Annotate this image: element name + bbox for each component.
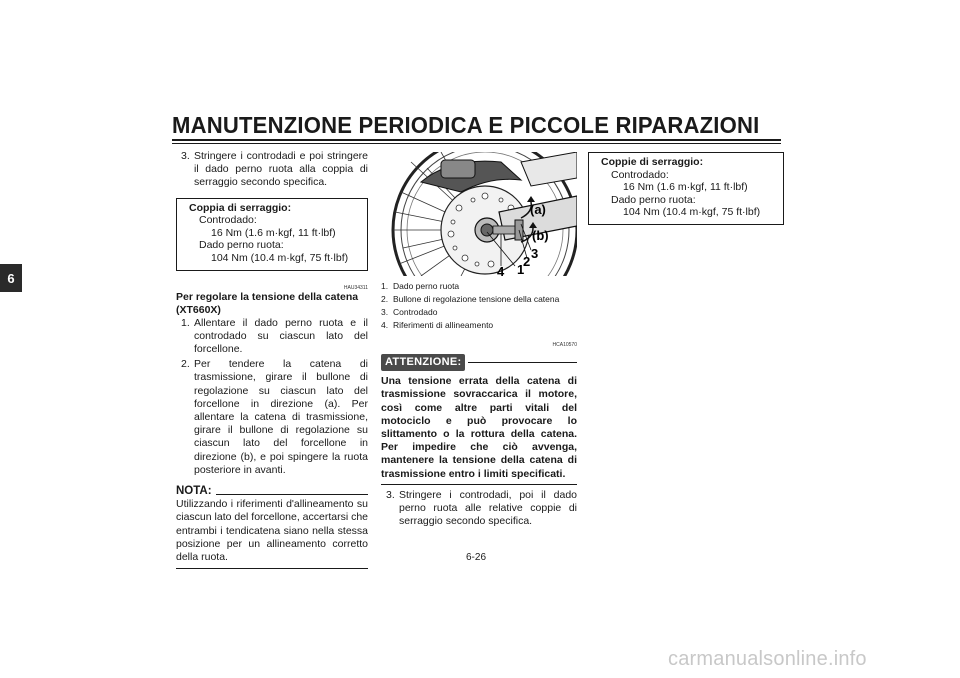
caption-item — [381, 319, 577, 332]
attention-rule — [468, 362, 577, 363]
caption-number: 2. — [381, 294, 389, 304]
caption-text: Riferimenti di allineamento — [393, 320, 494, 330]
nota-end-rule — [176, 568, 368, 569]
chapter-tab: 6 — [0, 264, 22, 292]
chain-adjustment-illustration — [381, 152, 577, 276]
callout-1: 1 — [517, 262, 525, 276]
attention-end-rule — [381, 484, 577, 485]
caption-text: Controdado — [393, 307, 438, 317]
torque-item1-label: Controdado: — [611, 168, 669, 181]
caption-text: Bullone di regolazione tensione della catena — [393, 294, 560, 304]
nota-text: Utilizzando i riferimenti d'allineamento su ciascun lato del forcellone, accertarsi che entrambi i tendicatena siano nella stessa posizione per un allineamento corretto della ruota. — [176, 498, 369, 564]
caption-item — [381, 280, 577, 293]
torque-item2-label: Dado perno ruota: — [199, 239, 284, 252]
caption-number: 3. — [381, 307, 389, 317]
step-text: Stringere i controdadi, poi il dado perno ruota alle relative coppie di serraggio secondo specifica. — [399, 488, 577, 528]
page-title: MANUTENZIONE PERIODICA E PICCOLE RIPARAZIONI — [172, 112, 760, 138]
arrow-label-b: (b) — [532, 228, 549, 243]
torque-item1-value: 16 Nm (1.6 m·kgf, 11 ft·lbf) — [211, 226, 336, 239]
arrow-label-a: (a) — [530, 202, 546, 217]
torque-title: Coppia di serraggio: — [189, 201, 292, 214]
attention-text: Una tensione errata della catena di trasmissione sovraccarica il motore, così come altre parti vitali del motociclo e può provocare lo slittamento o la rottura della catena. Per impedire che ciò avvenga, mantenere la tensione della catena di trasmissione entro i limiti specificati. — [381, 375, 577, 480]
nota-rule — [216, 494, 368, 495]
step-text: Allentare il dado perno ruota e il controdado su ciascun lato del forcellone. — [194, 316, 368, 355]
torque-item2-label: Dado perno ruota: — [611, 193, 696, 206]
torque-title: Coppie di serraggio: — [601, 156, 704, 168]
nota-header — [176, 485, 368, 498]
step-1 — [176, 317, 368, 357]
step-number: 1. — [181, 316, 190, 329]
caption-number: 4. — [381, 320, 389, 330]
callout-4: 4 — [497, 264, 505, 276]
reference-code: HAU34311 — [343, 284, 368, 291]
header-rule — [172, 139, 781, 141]
caption-item — [381, 306, 577, 319]
section-title: Per regolare la tensione della catena (XT660X) — [176, 290, 359, 316]
step-number: 3. — [386, 488, 395, 501]
figure-captions — [381, 280, 577, 332]
step-number: 2. — [181, 358, 190, 371]
watermark: carmanualsonline.info — [668, 648, 867, 670]
right-column — [588, 152, 784, 225]
caption-item — [381, 293, 577, 306]
torque-item1-value: 16 Nm (1.6 m·kgf, 11 ft·lbf) — [623, 181, 748, 194]
step-number: 3. — [181, 150, 190, 162]
step-3-left — [176, 150, 368, 190]
attention-header — [381, 354, 577, 371]
torque-item1-label: Controdado: — [199, 214, 257, 227]
caption-number: 1. — [381, 281, 389, 291]
callout-3: 3 — [531, 246, 539, 261]
page-number: 6-26 — [466, 552, 487, 563]
step-text: Stringere i controdadi e poi stringere il dado perno ruota alla coppia di serraggio secondo specifica. — [194, 150, 368, 189]
step-3-middle — [381, 489, 577, 529]
header-rule-thin — [172, 143, 781, 144]
torque-item2-value: 104 Nm (10.4 m·kgf, 75 ft·lbf) — [623, 206, 761, 219]
reference-code: HCA10570 — [552, 342, 577, 348]
chain-adjustment-figure — [381, 152, 577, 276]
step-2 — [176, 358, 368, 477]
middle-column — [381, 152, 577, 530]
nota-label: NOTA: — [176, 485, 212, 498]
left-column — [176, 150, 368, 569]
step-text: Per tendere la catena di trasmissione, girare il bullone di regolazione su ciascun lato del forcellone in direzione (a). Per allentare la catena di trasmissione, girare il bullone di regolazione su ciascun lato del forcellone in direzione (b), e poi spingere la ruota posteriore in avanti. — [194, 358, 368, 476]
caption-text: Dado perno ruota — [393, 281, 460, 291]
attention-badge: ATTENZIONE: — [381, 354, 465, 371]
callout-2: 2 — [523, 254, 531, 269]
torque-box-left — [176, 198, 368, 271]
torque-box-right — [588, 152, 784, 225]
torque-item2-value: 104 Nm (10.4 m·kgf, 75 ft·lbf) — [211, 251, 349, 264]
